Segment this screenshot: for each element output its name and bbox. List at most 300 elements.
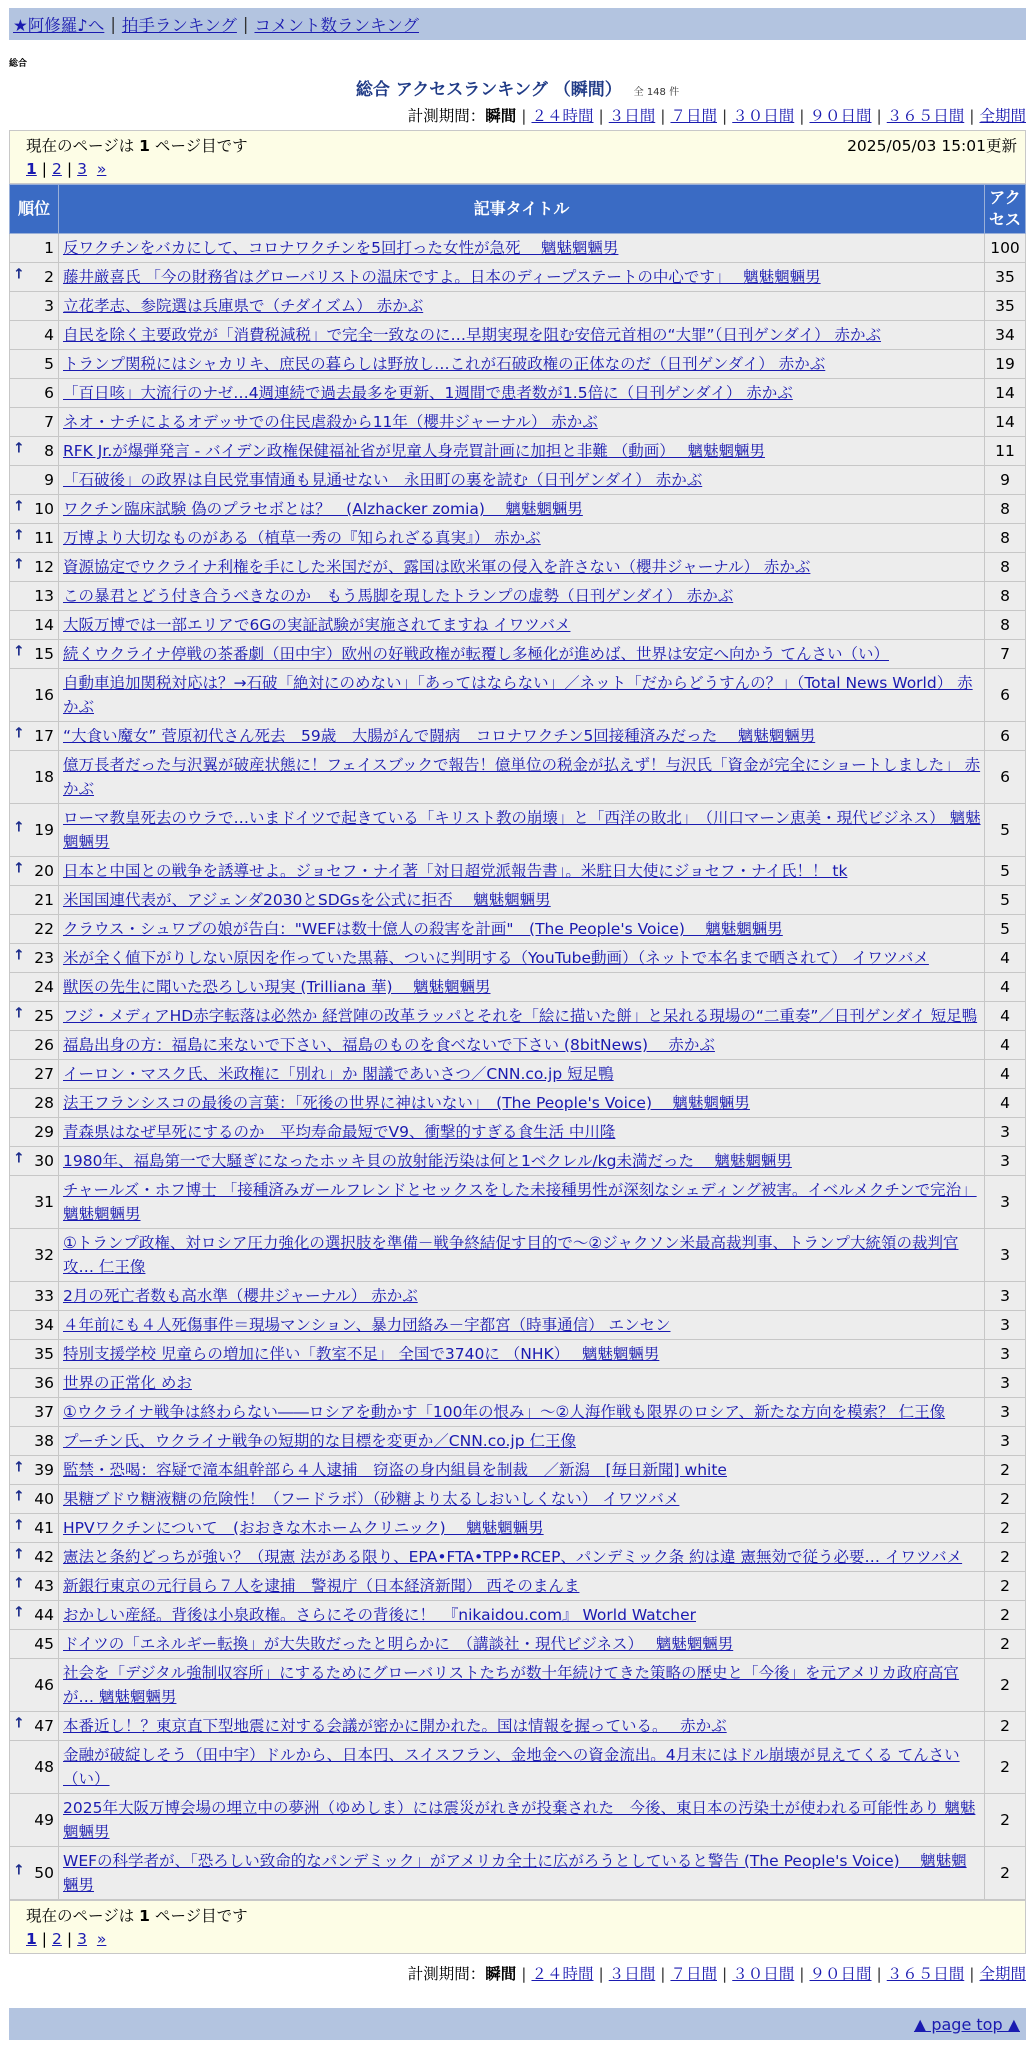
access-count: 100 bbox=[985, 234, 1026, 263]
rank-cell bbox=[10, 1543, 59, 1572]
period-link[interactable]: 全期間 bbox=[979, 107, 1026, 125]
rank-number: 43 bbox=[34, 1577, 54, 1595]
rank-cell bbox=[10, 915, 59, 944]
access-count: 2 bbox=[985, 1456, 1026, 1485]
ranking-table bbox=[9, 184, 1026, 1900]
table-row bbox=[10, 915, 1026, 944]
article-link[interactable]: 万博より大切なものがある（植草一秀の『知られざる真実』） 赤かぶ bbox=[63, 529, 541, 547]
article-link[interactable]: ドイツの「エネルギー転換」が大失敗だったと明らかに （講談社・現代ビジネス） 魑魅魍魎男 bbox=[63, 1635, 734, 1653]
title-cell bbox=[59, 350, 985, 379]
title-cell bbox=[59, 1229, 985, 1282]
rank-number: 36 bbox=[34, 1374, 54, 1392]
table-row bbox=[10, 973, 1026, 1002]
rank-number: 32 bbox=[34, 1246, 54, 1264]
title-cell bbox=[59, 234, 985, 263]
period-separator: | bbox=[969, 1965, 975, 1983]
rank-number: 48 bbox=[34, 1758, 54, 1776]
title-cell bbox=[59, 1794, 985, 1847]
title-cell bbox=[59, 1147, 985, 1176]
next-page-link[interactable]: » bbox=[96, 160, 107, 178]
table-row bbox=[10, 1741, 1026, 1794]
rank-cell bbox=[10, 669, 59, 722]
access-count: 2 bbox=[985, 1659, 1026, 1712]
table-row bbox=[10, 1659, 1026, 1712]
rank-number: 8 bbox=[44, 442, 54, 460]
title-cell bbox=[59, 495, 985, 524]
title-cell bbox=[59, 263, 985, 292]
period-link[interactable]: ３６５日間 bbox=[886, 1965, 965, 1983]
period-link[interactable]: 全期間 bbox=[979, 1965, 1026, 1983]
rank-number: 27 bbox=[34, 1065, 54, 1083]
title-cell bbox=[59, 611, 985, 640]
rank-number: 17 bbox=[34, 727, 54, 745]
title-cell bbox=[59, 804, 985, 857]
rank-number: 24 bbox=[34, 978, 54, 996]
article-link[interactable]: HPVワクチンについて (おおきな木ホームクリニック) 魑魅魍魎男 bbox=[63, 1519, 544, 1537]
table-row bbox=[10, 640, 1026, 669]
rank-number: 33 bbox=[34, 1287, 54, 1305]
access-count: 2 bbox=[985, 1514, 1026, 1543]
up-arrow-icon: ↑ bbox=[13, 1150, 25, 1167]
access-count: 8 bbox=[985, 553, 1026, 582]
page-title bbox=[9, 75, 1026, 100]
updated-timestamp: 2025/05/03 15:01更新 bbox=[847, 137, 1017, 155]
article-link[interactable]: 2月の死亡者数も高水準（櫻井ジャーナル） 赤かぶ bbox=[63, 1287, 418, 1305]
table-row bbox=[10, 1176, 1026, 1229]
rank-number: 9 bbox=[44, 471, 54, 489]
table-row bbox=[10, 1794, 1026, 1847]
access-count: 3 bbox=[985, 1427, 1026, 1456]
rank-number: 12 bbox=[34, 558, 54, 576]
article-link[interactable]: 特別支援学校 児童らの増加に伴い「教室不足」 全国で3740に （NHK） 魑魅魍魎男 bbox=[63, 1345, 660, 1363]
rank-number: 44 bbox=[34, 1606, 54, 1624]
page-link[interactable]: 2 bbox=[52, 1930, 62, 1948]
table-row bbox=[10, 1311, 1026, 1340]
rank-cell bbox=[10, 944, 59, 973]
rank-number: 5 bbox=[44, 355, 54, 373]
article-link[interactable]: 立花孝志、参院選は兵庫県で（チダイズム） 赤かぶ bbox=[63, 297, 424, 315]
rank-cell bbox=[10, 1514, 59, 1543]
table-row bbox=[10, 857, 1026, 886]
table-row bbox=[10, 437, 1026, 466]
article-link[interactable]: 藤井厳喜氏 「今の財務省はグローバリストの温床ですよ。日本のディープステートの中心です」 魑魅魍魎男 bbox=[63, 268, 821, 286]
article-link[interactable]: 資源協定でウクライナ利権を手にした米国だが、露国は欧米軍の侵入を許さない（櫻井ジャーナル） 赤かぶ bbox=[63, 558, 811, 576]
access-count: 5 bbox=[985, 886, 1026, 915]
up-arrow-icon: ↑ bbox=[13, 643, 25, 660]
article-link[interactable]: プーチン氏、ウクライナ戦争の短期的な目標を変更か／CNN.co.jp 仁王像 bbox=[63, 1432, 576, 1450]
table-row bbox=[10, 1456, 1026, 1485]
article-link[interactable]: イーロン・マスク氏、米政権に「別れ」か 閣議であいさつ／CNN.co.jp 短足鴨 bbox=[63, 1065, 614, 1083]
period-link[interactable]: ７日間 bbox=[670, 1965, 717, 1983]
table-row bbox=[10, 466, 1026, 495]
access-count: 2 bbox=[985, 1543, 1026, 1572]
title-cell bbox=[59, 1601, 985, 1630]
period-link[interactable]: ３日間 bbox=[608, 107, 656, 125]
period-selector bbox=[9, 1962, 1026, 1984]
rank-number: 47 bbox=[34, 1717, 54, 1735]
access-count: 4 bbox=[985, 973, 1026, 1002]
table-row bbox=[10, 1369, 1026, 1398]
article-link[interactable]: 法王フランシスコの最後の言葉：「死後の世界に神はいない」 (The People's Voice) 魑魅魍魎男 bbox=[63, 1094, 750, 1112]
access-count: 3 bbox=[985, 1118, 1026, 1147]
rank-number: 14 bbox=[34, 616, 54, 634]
title-cell bbox=[59, 379, 985, 408]
title-cell bbox=[59, 1340, 985, 1369]
page-spacer bbox=[87, 1930, 97, 1948]
table-row bbox=[10, 1002, 1026, 1031]
up-arrow-icon: ↑ bbox=[13, 1575, 25, 1592]
table-row bbox=[10, 1712, 1026, 1741]
period-link[interactable]: ９０日間 bbox=[809, 107, 872, 125]
title-cell bbox=[59, 751, 985, 804]
article-link[interactable]: “大食い魔女” 菅原初代さん死去 59歳 大腸がんで闘病 コロナワクチン5回接種済みだった 魑魅魍魎男 bbox=[63, 727, 816, 745]
rank-cell bbox=[10, 804, 59, 857]
article-link[interactable]: 世界の正常化 めお bbox=[63, 1374, 192, 1392]
title-cell bbox=[59, 1847, 985, 1900]
access-count: 8 bbox=[985, 582, 1026, 611]
page-separator: | bbox=[41, 1930, 48, 1948]
rank-number: 35 bbox=[34, 1345, 54, 1363]
period-separator: | bbox=[722, 1965, 728, 1983]
rank-cell bbox=[10, 1340, 59, 1369]
access-count: 3 bbox=[985, 1147, 1026, 1176]
article-link[interactable]: ワクチン臨床試験 偽のプラセボとは？ (Alzhacker zomia) 魑魅魍魎男 bbox=[63, 500, 583, 518]
article-link[interactable]: 米国国連代表が、アジェンダ2030とSDGsを公式に拒否 魑魅魍魎男 bbox=[63, 891, 551, 909]
article-link[interactable]: 自動車追加関税対応は？→石破「絶対にのめない」「あってはならない」／ネット「だからどうすんの？」（Total News World） 赤かぶ bbox=[63, 674, 973, 716]
period-current: 瞬間 bbox=[485, 107, 517, 125]
table-row bbox=[10, 1089, 1026, 1118]
table-row bbox=[10, 1118, 1026, 1147]
page-status: 現在のページは 1 ページ目です bbox=[26, 1907, 248, 1925]
article-link[interactable]: 果糖ブドウ糖液糖の危険性！（フードラボ）（砂糖より太るしおいしくない） イワツバメ bbox=[63, 1490, 680, 1508]
access-count: 5 bbox=[985, 804, 1026, 857]
title-cell bbox=[59, 1630, 985, 1659]
article-link[interactable]: 「百日咳」大流行のナゼ…4週連続で過去最多を更新、1週間で患者数が1.5倍に（日刊ゲンダイ） 赤かぶ bbox=[63, 384, 793, 402]
rank-number: 6 bbox=[44, 384, 54, 402]
page-separator: | bbox=[41, 160, 48, 178]
rank-number: 13 bbox=[34, 587, 54, 605]
article-link[interactable]: 日本と中国との戦争を誘導せよ。ジョセフ・ナイ著「対日超党派報告書」。米駐日大使にジョセフ・ナイ氏！！ tk bbox=[63, 862, 848, 880]
access-count: 2 bbox=[985, 1630, 1026, 1659]
access-count: 3 bbox=[985, 1229, 1026, 1282]
period-link[interactable]: ２４時間 bbox=[531, 107, 594, 125]
article-link[interactable]: WEFの科学者が、「恐ろしい致命的なパンデミック」がアメリカ全土に広がろうとしていると警告 (The People's Voice) 魑魅魍魎男 bbox=[63, 1852, 967, 1894]
rank-cell bbox=[10, 1572, 59, 1601]
access-count: 2 bbox=[985, 1485, 1026, 1514]
title-cell bbox=[59, 1282, 985, 1311]
page-status: 現在のページは 1 ページ目です bbox=[26, 137, 248, 155]
table-row bbox=[10, 234, 1026, 263]
period-separator: | bbox=[799, 107, 805, 125]
access-count: 8 bbox=[985, 495, 1026, 524]
rank-cell bbox=[10, 524, 59, 553]
table-row bbox=[10, 1229, 1026, 1282]
rank-cell bbox=[10, 1147, 59, 1176]
up-arrow-icon: ↑ bbox=[13, 440, 25, 457]
period-label: 計測期間： bbox=[407, 1965, 486, 1983]
up-arrow-icon: ↑ bbox=[13, 1517, 25, 1534]
rank-number: 10 bbox=[34, 500, 54, 518]
period-link[interactable]: ３０日間 bbox=[732, 107, 795, 125]
table-row bbox=[10, 263, 1026, 292]
rank-cell bbox=[10, 1794, 59, 1847]
access-count: 4 bbox=[985, 1031, 1026, 1060]
title-cell bbox=[59, 1712, 985, 1741]
rank-number: 11 bbox=[34, 529, 54, 547]
access-count: 2 bbox=[985, 1847, 1026, 1900]
article-link[interactable]: 監禁・恐喝：容疑で滝本組幹部ら４人逮捕 窃盗の身内組員を制裁 ／新潟 [毎日新聞] white bbox=[63, 1461, 727, 1479]
article-link[interactable]: クラウス・シュワブの娘が告白："WEFは数十億人の殺害を計画" (The People's Voice) 魑魅魍魎男 bbox=[63, 920, 783, 938]
rank-cell bbox=[10, 1118, 59, 1147]
rank-number: 4 bbox=[44, 326, 54, 344]
rank-cell bbox=[10, 722, 59, 751]
title-cell bbox=[59, 973, 985, 1002]
table-row bbox=[10, 1572, 1026, 1601]
article-link[interactable]: 反ワクチンをバカにして、コロナワクチンを5回打った女性が急死 魑魅魍魎男 bbox=[63, 239, 619, 257]
period-separator: | bbox=[876, 107, 882, 125]
rank-number: 34 bbox=[34, 1316, 54, 1334]
article-link[interactable]: おかしい産経。背後は小泉政権。さらにその背後に！ 『nikaidou.com』 World Watcher bbox=[63, 1606, 697, 1624]
article-link[interactable]: ネオ・ナチによるオデッサでの住民虐殺から11年（櫻井ジャーナル） 赤かぶ bbox=[63, 413, 598, 431]
article-link[interactable]: ローマ教皇死去のウラで…いまドイツで起きている「キリスト教の崩壊」と「西洋の敗北」 （川口マーン恵美・現代ビジネス） 魑魅魍魎男 bbox=[63, 809, 981, 851]
table-row bbox=[10, 1060, 1026, 1089]
access-count: 3 bbox=[985, 1282, 1026, 1311]
article-link[interactable]: 続くウクライナ停戦の茶番劇（田中宇）欧州の好戦政権が転覆し多極化が進めば、世界は安定へ向かう てんさい（い） bbox=[63, 645, 889, 663]
rank-number: 49 bbox=[34, 1811, 54, 1829]
rank-cell bbox=[10, 234, 59, 263]
title-cell bbox=[59, 722, 985, 751]
rank-number: 41 bbox=[34, 1519, 54, 1537]
rank-number: 29 bbox=[34, 1123, 54, 1141]
clap-ranking-link[interactable]: 拍手ランキング bbox=[121, 16, 237, 35]
article-link[interactable]: 2025年大阪万博会場の埋立中の夢洲（ゆめしま）には震災がれきが投棄された 今後、東日本の汚染土が使われる可能性あり 魑魅魍魎男 bbox=[63, 1799, 976, 1841]
rank-cell bbox=[10, 582, 59, 611]
access-count: 9 bbox=[985, 466, 1026, 495]
access-count: 6 bbox=[985, 669, 1026, 722]
article-link[interactable]: 大阪万博では一部エリアで6Gの実証試験が実施されてますね イワツバメ bbox=[63, 616, 571, 634]
title-cell bbox=[59, 857, 985, 886]
up-arrow-icon: ↑ bbox=[13, 556, 25, 573]
top-navigation bbox=[9, 8, 1026, 40]
home-link[interactable]: ★阿修羅♪へ bbox=[13, 16, 105, 35]
nav-separator: | bbox=[110, 14, 116, 34]
table-row bbox=[10, 1630, 1026, 1659]
title-cell bbox=[59, 321, 985, 350]
rank-cell bbox=[10, 1311, 59, 1340]
title-cell bbox=[59, 524, 985, 553]
pager-top bbox=[9, 130, 1026, 184]
article-link[interactable]: 米が全く値下がりしない原因を作っていた黒幕、ついに判明する（YouTube動画）（ネットで本名まで晒されて） イワツバメ bbox=[63, 949, 929, 967]
period-link[interactable]: ７日間 bbox=[670, 107, 717, 125]
rank-number: 42 bbox=[34, 1548, 54, 1566]
table-row bbox=[10, 669, 1026, 722]
title-cell bbox=[59, 1031, 985, 1060]
period-label: 計測期間： bbox=[407, 107, 486, 125]
rank-cell bbox=[10, 1659, 59, 1712]
article-link[interactable]: チャールズ・ホフ博士 「接種済みガールフレンドとセックスをした未接種男性が深刻なシェディング被害。イベルメクチンで完治」 魑魅魍魎男 bbox=[63, 1181, 977, 1223]
next-page-link[interactable]: » bbox=[96, 1930, 107, 1948]
access-count: 11 bbox=[985, 437, 1026, 466]
title-cell bbox=[59, 292, 985, 321]
rank-number: 37 bbox=[34, 1403, 54, 1421]
table-row bbox=[10, 1514, 1026, 1543]
rank-number: 1 bbox=[44, 239, 54, 257]
article-link[interactable]: トランプ関税にはシャカリキ、庶民の暮らしは野放し…これが石破政権の正体なのだ（日刊ゲンダイ） 赤かぶ bbox=[63, 355, 826, 373]
rank-number: 30 bbox=[34, 1152, 54, 1170]
period-link[interactable]: ３日間 bbox=[608, 1965, 656, 1983]
nav-separator: | bbox=[242, 14, 249, 34]
access-count: 2 bbox=[985, 1601, 1026, 1630]
rank-cell bbox=[10, 1002, 59, 1031]
up-arrow-icon: ↑ bbox=[13, 1604, 25, 1621]
article-link[interactable]: 福島出身の方：福島に来ないで下さい、福島のものを食べないで下さい (8bitNews) 赤かぶ bbox=[63, 1036, 715, 1054]
period-link[interactable]: ２４時間 bbox=[531, 1965, 594, 1983]
column-header-access: アクセス bbox=[985, 185, 1026, 234]
rank-number: 40 bbox=[34, 1490, 54, 1508]
article-link[interactable]: ４年前にも４人死傷事件＝現場マンション、暴力団絡み－宇都宮（時事通信） エンセン bbox=[63, 1316, 671, 1334]
up-arrow-icon: ↑ bbox=[13, 266, 25, 283]
article-link[interactable]: 金融が破綻しそう（田中宇）ドルから、日本円、スイスフラン、金地金への資金流出。4月末にはドル崩壊が見えてくる てんさい（い） bbox=[63, 1746, 960, 1788]
rank-cell bbox=[10, 1176, 59, 1229]
rank-cell bbox=[10, 321, 59, 350]
article-link[interactable]: 「石破後」の政界は自民党事情通も見通せない 永田町の裏を読む（日刊ゲンダイ） 赤かぶ bbox=[63, 471, 703, 489]
up-arrow-icon: ↑ bbox=[13, 860, 25, 877]
table-row bbox=[10, 611, 1026, 640]
access-count: 4 bbox=[985, 1089, 1026, 1118]
table-row bbox=[10, 1147, 1026, 1176]
title-cell bbox=[59, 1659, 985, 1712]
rank-number: 39 bbox=[34, 1461, 54, 1479]
page-link-current[interactable]: 1 bbox=[26, 1930, 37, 1948]
rank-cell bbox=[10, 1369, 59, 1398]
rank-cell bbox=[10, 611, 59, 640]
comment-ranking-link[interactable]: コメント数ランキング bbox=[254, 16, 419, 35]
table-row bbox=[10, 321, 1026, 350]
article-link[interactable]: 社会を「デジタル強制収容所」にするためにグローバリストたちが数十年続けてきた策略の歴史と「今後」を元アメリカ政府高官が… 魑魅魍魎男 bbox=[63, 1664, 959, 1706]
title-cell bbox=[59, 437, 985, 466]
period-separator: | bbox=[799, 1965, 805, 1983]
rank-cell bbox=[10, 751, 59, 804]
title-cell bbox=[59, 466, 985, 495]
period-link[interactable]: ３０日間 bbox=[732, 1965, 795, 1983]
article-link[interactable]: 億万長者だった与沢翼が破産状態に！フェイスブックで報告！億単位の税金が払えず！与沢氏「資金が完全にショートしました」 赤かぶ bbox=[63, 756, 981, 798]
title-cell bbox=[59, 1485, 985, 1514]
access-count: 8 bbox=[985, 611, 1026, 640]
up-arrow-icon: ↑ bbox=[13, 1005, 25, 1022]
rank-number: 16 bbox=[34, 686, 54, 704]
title-cell bbox=[59, 1427, 985, 1456]
title-cell bbox=[59, 1456, 985, 1485]
page-link[interactable]: 3 bbox=[77, 160, 88, 178]
rank-number: 2 bbox=[44, 268, 54, 286]
title-cell bbox=[59, 1398, 985, 1427]
rank-cell bbox=[10, 1485, 59, 1514]
rank-cell bbox=[10, 1847, 59, 1900]
table-row bbox=[10, 408, 1026, 437]
title-cell bbox=[59, 669, 985, 722]
access-count: 6 bbox=[985, 751, 1026, 804]
rank-cell bbox=[10, 640, 59, 669]
title-cell bbox=[59, 1369, 985, 1398]
rank-number: 50 bbox=[34, 1864, 54, 1882]
rank-cell bbox=[10, 495, 59, 524]
rank-number: 26 bbox=[34, 1036, 54, 1054]
title-cell bbox=[59, 1741, 985, 1794]
title-cell bbox=[59, 582, 985, 611]
period-link[interactable]: ９０日間 bbox=[809, 1965, 872, 1983]
article-link[interactable]: RFK Jr.が爆弾発言 - バイデン政権保健福祉省が児童人身売買計画に加担と非難 （動画） 魑魅魍魎男 bbox=[63, 442, 765, 460]
article-link[interactable]: 獣医の先生に聞いた恐ろしい現実 (Trilliana 華) 魑魅魍魎男 bbox=[63, 978, 491, 996]
title-cell bbox=[59, 553, 985, 582]
table-row bbox=[10, 1427, 1026, 1456]
up-arrow-icon: ↑ bbox=[13, 527, 25, 544]
access-count: 3 bbox=[985, 1311, 1026, 1340]
article-link[interactable]: この暴君とどう付き合うべきなのか もう馬脚を現したトランプの虚勢（日刊ゲンダイ） 赤かぶ bbox=[63, 587, 734, 605]
rank-number: 28 bbox=[34, 1094, 54, 1112]
period-separator: | bbox=[660, 107, 666, 125]
article-link[interactable]: 憲法と条約どっちが強い？（現憲 法がある限り、EPA•FTA•TPP•RCEP、パンデミック条 約は違 憲無効で従う必要… イワツバメ bbox=[63, 1548, 963, 1566]
footer-bar bbox=[9, 2008, 1026, 2040]
article-link[interactable]: ①ウクライナ戦争は終わらない――ロシアを動かす「100年の恨み」～②人海作戦も限界のロシア、新たな方向を模索？ 仁王像 bbox=[63, 1403, 946, 1421]
page-link[interactable]: 3 bbox=[77, 1930, 88, 1948]
rank-cell bbox=[10, 1456, 59, 1485]
title-cell bbox=[59, 1572, 985, 1601]
article-link[interactable]: 本番近し！？東京直下型地震に対する会議が密かに開かれた。国は情報を握っている。 赤かぶ bbox=[63, 1717, 727, 1735]
up-arrow-icon: ↑ bbox=[13, 1715, 25, 1732]
table-row bbox=[10, 1601, 1026, 1630]
access-count: 2 bbox=[985, 1794, 1026, 1847]
rank-number: 20 bbox=[34, 862, 54, 880]
column-header-title: 記事タイトル bbox=[59, 185, 985, 234]
table-row bbox=[10, 1398, 1026, 1427]
article-link[interactable]: フジ・メディアHD赤字転落は必然か 経営陣の改革ラッパとそれを「絵に描いた餅」と呆れる現場の“二重奏”／日刊ゲンダイ 短足鴨 bbox=[63, 1007, 978, 1025]
article-link[interactable]: 新銀行東京の元行員ら７人を逮捕 警視庁（日本経済新聞） 西そのまんま bbox=[63, 1577, 580, 1595]
article-link[interactable]: 1980年、福島第一で大騒ぎになったホッキ貝の放射能汚染は何と1ベクレル/kg未満だった 魑魅魍魎男 bbox=[63, 1152, 792, 1170]
category-label: 総合 bbox=[9, 59, 28, 69]
table-row bbox=[10, 1282, 1026, 1311]
rank-number: 22 bbox=[34, 920, 54, 938]
page-separator: | bbox=[66, 1930, 73, 1948]
period-link[interactable]: ３６５日間 bbox=[886, 107, 965, 125]
rank-number: 15 bbox=[34, 645, 54, 663]
table-row bbox=[10, 1340, 1026, 1369]
rank-number: 3 bbox=[44, 297, 54, 315]
rank-number: 21 bbox=[34, 891, 54, 909]
article-link[interactable]: ①トランプ政権、対ロシア圧力強化の選択肢を準備－戦争終結促す目的で～②ジャクソン米最高裁判事、トランプ大統領の裁判官攻… 仁王像 bbox=[63, 1234, 959, 1276]
table-row bbox=[10, 379, 1026, 408]
title-cell bbox=[59, 1118, 985, 1147]
rank-cell bbox=[10, 1031, 59, 1060]
rank-cell bbox=[10, 466, 59, 495]
table-row bbox=[10, 886, 1026, 915]
title-cell bbox=[59, 1543, 985, 1572]
page-link[interactable]: 2 bbox=[52, 160, 62, 178]
period-current: 瞬間 bbox=[485, 1965, 517, 1983]
rank-cell bbox=[10, 379, 59, 408]
article-link[interactable]: 青森県はなぜ早死にするのか 平均寿命最短でV9、衝撃的すぎる食生活 中川隆 bbox=[63, 1123, 616, 1141]
title-cell bbox=[59, 1002, 985, 1031]
access-count: 5 bbox=[985, 915, 1026, 944]
page-top-link[interactable]: ▲ page top ▲ bbox=[913, 2014, 1020, 2034]
page-link-current[interactable]: 1 bbox=[26, 160, 37, 178]
up-arrow-icon: ↑ bbox=[13, 1488, 25, 1505]
page-spacer bbox=[87, 160, 97, 178]
access-count: 4 bbox=[985, 1002, 1026, 1031]
item-count: 全 148 件 bbox=[633, 87, 680, 98]
article-link[interactable]: 自民を除く主要政党が「消費税減税」で完全一致なのに…早期実現を阻む安倍元首相の“大罪”（日刊ゲンダイ） 赤かぶ bbox=[63, 326, 882, 344]
rank-cell bbox=[10, 437, 59, 466]
period-separator: | bbox=[521, 107, 527, 125]
